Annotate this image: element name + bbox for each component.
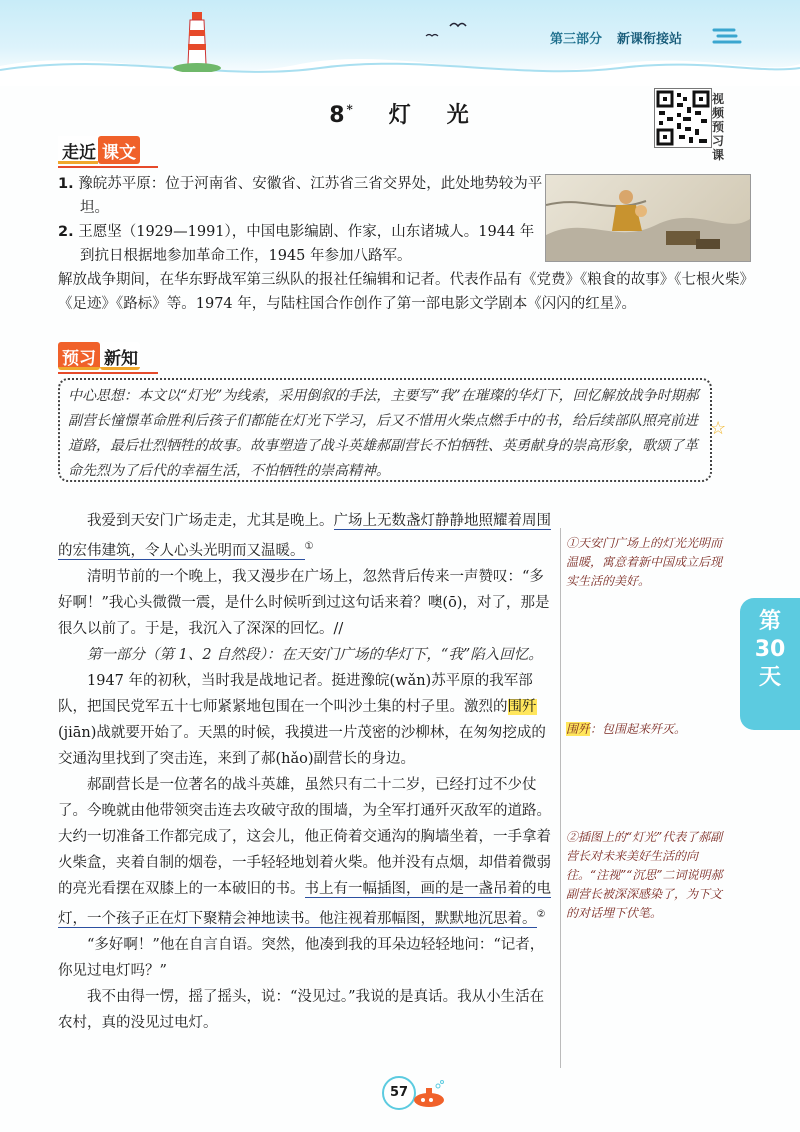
side-note-3: ②插图上的“灯光”代表了郝副营长对未来美好生活的向往。“注视”“沉思”二词说明郝副营长被深深感染了，为下文的对话埋下伏笔。 bbox=[566, 830, 723, 920]
intro-note-text: 豫皖苏平原：位于河南省、安徽省、江苏省三省交界处，此处地势较为平坦。 bbox=[78, 176, 543, 216]
lesson-title-char-1: 灯 bbox=[388, 102, 413, 128]
qr-code-icon[interactable] bbox=[654, 88, 712, 148]
lesson-text bbox=[58, 508, 558, 1036]
qr-label: 视频预习课 bbox=[712, 92, 725, 162]
preview-tag-text-a: 预习 bbox=[58, 342, 100, 370]
section-label: 第三部分 bbox=[550, 32, 603, 47]
soldier-illustration-icon bbox=[546, 175, 750, 261]
intro-tag-underline bbox=[58, 166, 158, 168]
intro-note-number: 1. bbox=[58, 176, 74, 192]
intro-tag-text-a: 走近 bbox=[58, 136, 98, 164]
star-icon: ☆ bbox=[710, 418, 727, 439]
side-note-definition: ：包围起来歼灭。 bbox=[590, 722, 687, 736]
part-summary: 第一部分（第 1、2 自然段）：在天安门广场的华灯下，“我”陷入回忆。 bbox=[87, 646, 543, 663]
annotation-mark: ② bbox=[536, 908, 546, 920]
birds-icon bbox=[420, 18, 470, 42]
side-note-2 bbox=[566, 720, 730, 739]
page-number: 57 bbox=[382, 1076, 416, 1110]
preview-section-tag bbox=[58, 342, 140, 370]
paragraph-3 bbox=[58, 668, 558, 772]
lighthouse-icon bbox=[172, 8, 222, 72]
annotation-mark: ① bbox=[304, 541, 314, 552]
page-header bbox=[0, 0, 800, 80]
paragraph-3-text-cont: (jiān)战就要开始了。天黑的时候，我摸进一片茂密的沙柳林，在匆匆挖成的交通沟里找到了突击连，来到了郝(hǎo)副营长的身边。 bbox=[58, 724, 546, 767]
lesson-number: 8 bbox=[329, 103, 347, 128]
intro-note-number: 2. bbox=[58, 224, 74, 240]
highlighted-word: 围歼 bbox=[507, 698, 537, 715]
intro-note-1 bbox=[58, 172, 548, 220]
intro-section-tag bbox=[58, 136, 140, 164]
underlined-sentence: 书上有一幅插图，画的是一盏吊着的电灯，一个孩子正在灯下聚精会神地读书。他注视着那幅图，默默地沉思着。 bbox=[58, 880, 551, 927]
intro-notes bbox=[58, 172, 548, 268]
preview-tag-underline bbox=[58, 372, 158, 374]
lesson-mark: * bbox=[346, 102, 355, 117]
central-idea-box: 中心思想：本文以“灯光”为线索，采用倒叙的手法，主要写“我”在璀璨的华灯下，回忆解放战争时期郝副营长憧憬革命胜利后孩子们都能在灯光下学习，后又不惜用火柴点燃手中的书，给后续部队照亮前进道路，最后壮烈牺牲的故事。故事塑造了战斗英雄郝副营长不怕牺牲、英勇献身的崇高形象，歌颂了革命先烈为了后代的幸福生活，不怕牺牲的崇高精神。 bbox=[58, 378, 712, 482]
paragraph-6: 我不由得一愣，摇了摇头，说：“没见过。”我说的是真话。我从小生活在农村，真的没见过电灯。 bbox=[58, 988, 545, 1031]
paragraph-1-text: 我爱到天安门广场走走，尤其是晚上。 bbox=[87, 513, 334, 529]
intro-note-text: 王愿坚（1929—1991），中国电影编剧、作家，山东诸城人。1944 年到抗日根据地参加革命工作，1945 年参加八路军。 bbox=[78, 224, 535, 264]
paragraph-4 bbox=[58, 772, 558, 932]
underlined-sentence: 广场上无数盏灯静静地照耀着周围的宏伟建筑，令人心头光明而又温暖。 bbox=[58, 513, 551, 559]
day-tab[interactable] bbox=[740, 598, 800, 730]
paragraph-3-text: 1947 年的初秋，当时我是战地记者。挺进豫皖(wǎn)苏平原的我军部队，把国民党军五十七师紧紧地包围在一个叫沙土集的村子里。激烈的 bbox=[58, 672, 533, 715]
side-note-divider bbox=[560, 528, 561, 1068]
side-note-term: 围歼 bbox=[566, 722, 591, 736]
submarine-icon bbox=[412, 1080, 446, 1110]
side-note-1: ①天安门广场上的灯光光明而温暖，寓意着新中国成立后现实生活的美好。 bbox=[566, 536, 723, 588]
header-wave bbox=[0, 46, 800, 86]
paragraph-5: “多好啊！”他在自言自语。突然，他凑到我的耳朵边轻轻地问：“记者，你见过电灯吗？” bbox=[58, 936, 545, 979]
paragraph-4-text: 郝副营长是一位著名的战斗英雄，虽然只有二十二岁，已经打过不少仗了。今晚就由他带领突击连去攻破守敌的围墙，为全军打通歼灭敌军的道路。大约一切准备工作都完成了，这会儿，他正倚着交通沟的胸墙坐着，一手拿着火柴盒，夹着自制的烟卷，一手轻轻地划着火柴。他并没有点烟，却借着微弱的亮光看摆在双膝上的一本破旧的书。 bbox=[58, 776, 551, 897]
day-tab-label: 第30天 bbox=[754, 609, 786, 690]
paragraph-1 bbox=[58, 508, 558, 564]
paragraph-2: 清明节前的一个晚上，我又漫步在广场上，忽然背后传来一声赞叹：“多好啊！”我心头微微一震，是什么时候听到过这句话来着？噢(ō)，对了，那是很久以前了。于是，我沉入了深深的回忆。// bbox=[58, 568, 550, 637]
intro-note-2-continued: 解放战争期间，在华东野战军第三纵队的报社任编辑和记者。代表作品有《党费》《粮食的故事》《七根火柴》《足迹》《路标》等。1974 年，与陆柱国合作创作了第一部电影文学剧本《闪闪的红星》。 bbox=[58, 272, 747, 312]
preview-tag-text-b: 新知 bbox=[100, 342, 140, 370]
lesson-title-char-2: 光 bbox=[446, 102, 471, 128]
intro-note-2 bbox=[58, 220, 548, 268]
section-name: 新课衔接站 bbox=[617, 32, 683, 47]
wave-mark-icon bbox=[712, 24, 742, 46]
intro-tag-text-b: 课文 bbox=[98, 136, 140, 164]
lesson-illustration bbox=[545, 174, 751, 262]
